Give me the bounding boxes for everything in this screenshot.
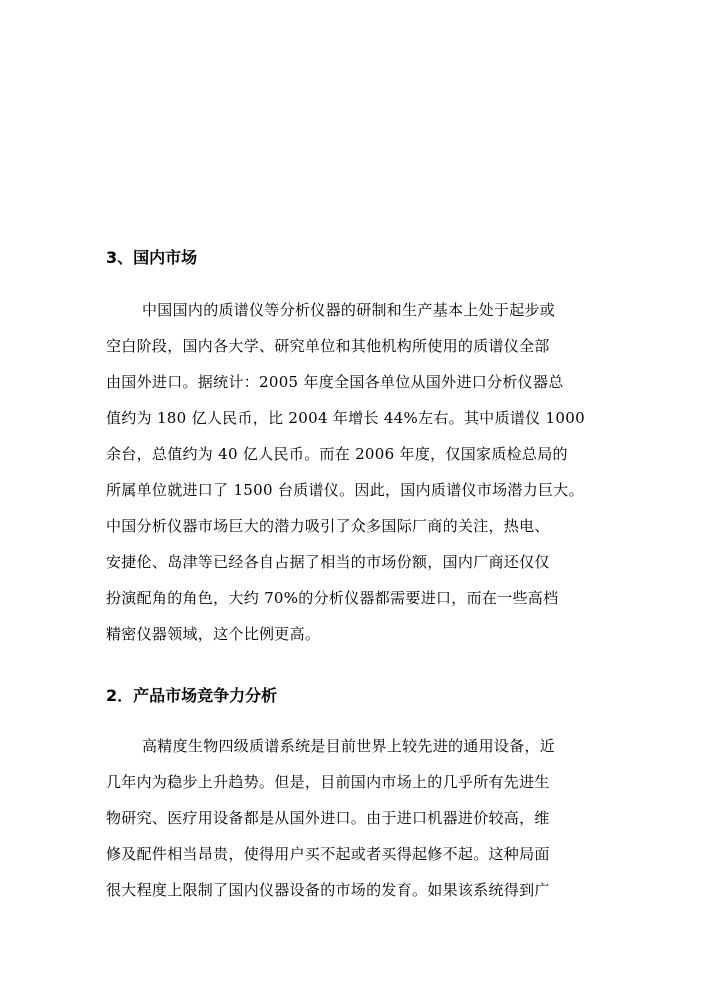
paragraph-line: 中国分析仪器市场巨大的潜力吸引了众多国际厂商的关注，热电、 bbox=[106, 517, 550, 535]
paragraph-line: 高精度生物四级质谱系统是目前世界上较先进的通用设备，近 bbox=[142, 737, 556, 755]
paragraph-line: 精密仪器领域，这个比例更高。 bbox=[106, 625, 321, 643]
paragraph-line: 安捷伦、岛津等已经各自占据了相当的市场份额，国内厂商还仅仅 bbox=[106, 553, 550, 571]
section-heading-domestic-market: 3、国内市场 bbox=[106, 248, 198, 267]
paragraph-line: 物研究、医疗用设备都是从国外进口。由于进口机器进价较高，维 bbox=[106, 809, 550, 827]
paragraph-line: 值约为 180 亿人民币，比 2004 年增长 44%左右。其中质谱仪 1000 bbox=[106, 409, 585, 427]
paragraph-line: 扮演配角的角色，大约 70%的分析仪器都需要进口，而在一些高档 bbox=[106, 589, 559, 607]
paragraph-line: 修及配件相当昂贵，使得用户买不起或者买得起修不起。这种局面 bbox=[106, 845, 550, 863]
section-heading-competitiveness: 2．产品市场竞争力分析 bbox=[106, 686, 278, 705]
paragraph-line: 几年内为稳步上升趋势。但是，目前国内市场上的几乎所有先进生 bbox=[106, 773, 550, 791]
paragraph-line: 很大程度上限制了国内仪器设备的市场的发育。如果该系统得到广 bbox=[106, 881, 550, 899]
paragraph-line: 余台，总值约为 40 亿人民币。而在 2006 年度，仅国家质检总局的 bbox=[106, 445, 568, 463]
paragraph-line: 空白阶段，国内各大学、研究单位和其他机构所使用的质谱仪全部 bbox=[106, 337, 550, 355]
paragraph-line: 由国外进口。据统计：2005 年度全国各单位从国外进口分析仪器总 bbox=[106, 373, 564, 391]
paragraph-line: 所属单位就进口了 1500 台质谱仪。因此，国内质谱仪市场潜力巨大。 bbox=[106, 481, 584, 499]
paragraph-line: 中国国内的质谱仪等分析仪器的研制和生产基本上处于起步或 bbox=[142, 301, 556, 319]
